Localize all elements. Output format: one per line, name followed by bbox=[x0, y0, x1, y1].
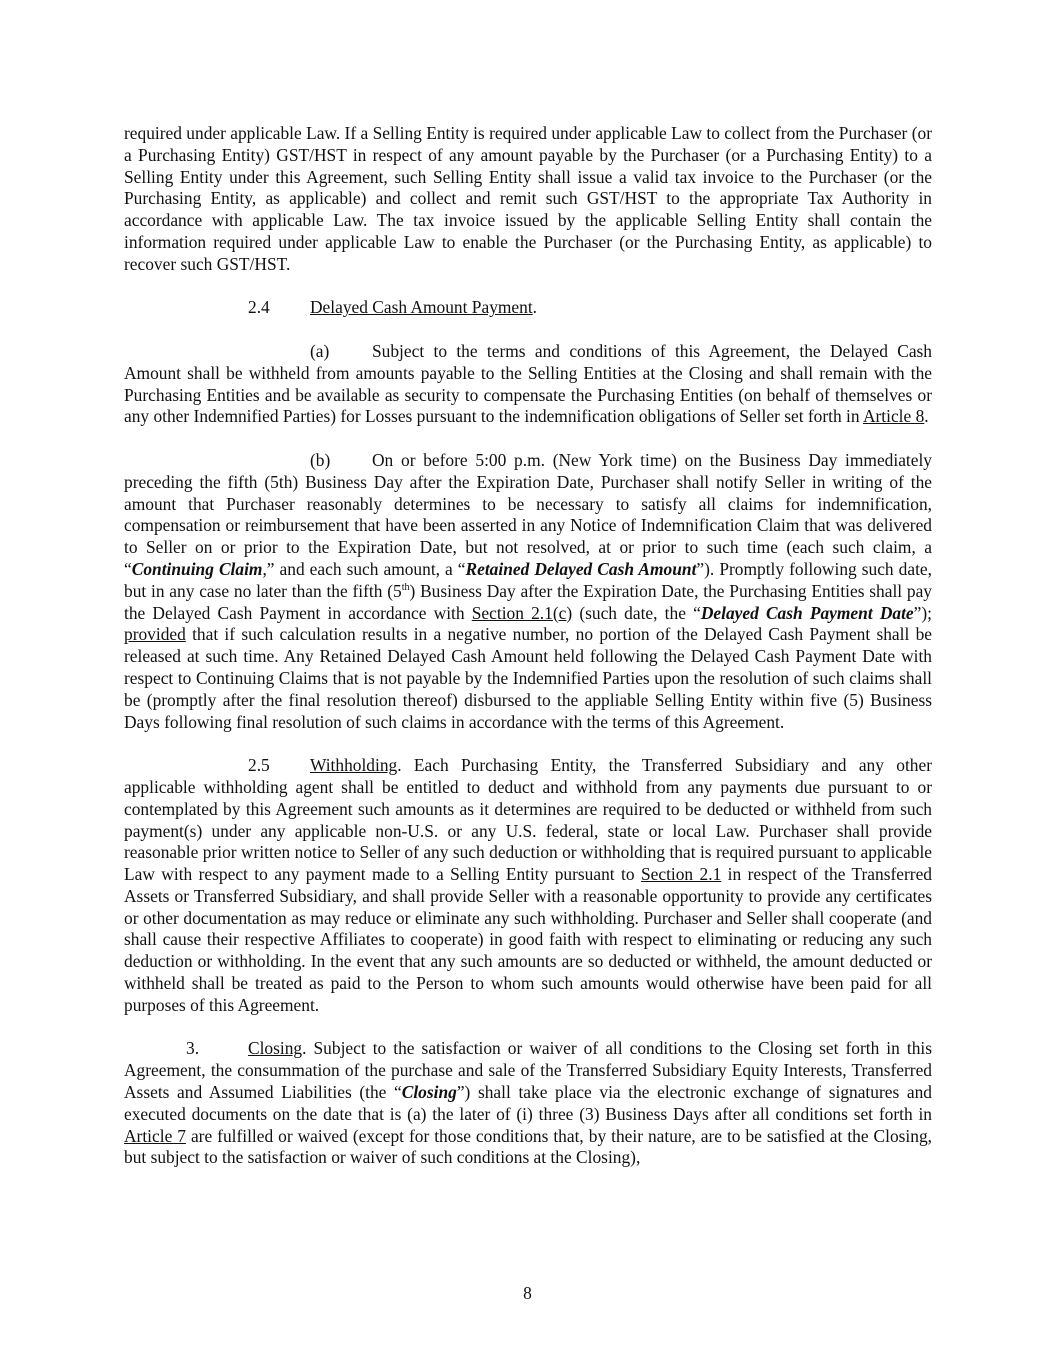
section-number: 2.5 bbox=[248, 755, 270, 776]
defined-term-retained-delayed-cash-amount: Retained Delayed Cash Amount bbox=[465, 558, 697, 579]
section-2-4-b bbox=[124, 450, 932, 733]
section-number: 2.4 bbox=[248, 297, 270, 318]
article-title: Closing bbox=[248, 1038, 303, 1059]
paragraph-text: required under applicable Law. If a Selling Entity is required under applicable Law to collect from the Purchaser (or a Purchasing Entity) GST/HST in respect of any amount payable by the Purchaser (or a Purchasing Entity) to a Selling Entity under this Agreement, such Selling Entity shall issue a valid tax invoice to the Purchaser (or the Purchasing Entity, as applicable) and collect and remit such GST/HST to the appropriate Tax Authority in accordance with applicable Law. The tax invoice issued by the applicable Selling Entity shall contain the information required under applicable Law to enable the Purchaser (or the Purchasing Entity, as applicable) to recover such GST/HST. bbox=[124, 123, 932, 274]
subsection-text-end: . bbox=[924, 406, 929, 427]
subsection-text: On or before 5:00 p.m. (New York time) on the Business Day immediately preceding the fifth (5th) Business Day after the Expiration Date, Purchaser shall notify Seller in writing of the amount that Purchaser reasonably determines to be necessary to satisfy all claims for indemnification, compensation or reimbursement that have been asserted in any Notice of Indemnification Claim that was delivered to Seller on or prior to the Expiration Date, but not resolved, at or prior to such time (each such claim, a “ bbox=[124, 449, 932, 579]
page-number: 8 bbox=[523, 1283, 532, 1303]
section-2-5 bbox=[124, 755, 932, 1017]
section-text: in respect of the Transferred Assets or Transferred Subsidiary, and shall provide Seller with a reasonable opportunity to provide any certificates or other documentation as may reduce or eliminate any such withholding. Purchaser and Seller shall cooperate (and shall cause their respective Affiliates to cooperate) in good faith with respect to eliminating or reducing any such deduction or withholding. In the event that any such amounts are so deducted or withheld, the amount deducted or withheld shall be treated as paid to the Person to whom such amounts would otherwise have been paid for all purposes of this Agreement. bbox=[124, 864, 932, 1015]
section-title: Delayed Cash Amount Payment bbox=[310, 297, 533, 318]
article-7-link[interactable]: Article 7 bbox=[124, 1125, 186, 1146]
subsection-text: (such date, the “ bbox=[572, 602, 701, 623]
section-title: Withholding bbox=[310, 755, 398, 776]
ordinal-superscript: th bbox=[401, 581, 410, 593]
article-number: 3. bbox=[186, 1038, 200, 1059]
subsection-text: that if such calculation results in a negative number, no portion of the Delayed Cash Payment shall be released at such time. Any Retained Delayed Cash Amount held following the Delayed Cash Payment Date with respect to Continuing Claims that is not payable by the Indemnified Parties upon the resolution of such claims shall be (promptly after the final resolution thereof) disbursed to the appliable Selling Entity within five (5) Business Days following final resolution of such claims in accordance with the terms of this Agreement. bbox=[124, 624, 932, 732]
subsection-label: (b) bbox=[310, 449, 331, 470]
defined-term-closing: Closing bbox=[401, 1082, 457, 1103]
section-text: . Each Purchasing Entity, the Transferred Subsidiary and any other applicable withholding agent shall be entitled to deduct and withhold from any payments due pursuant to or contemplated by this Agreement such amounts as it determines are required to be deducted or withheld from such payment(s) under any applicable non-U.S. or any U.S. federal, state or local Law. Purchaser shall provide reasonable prior written notice to Seller of any such deduction or withholding that is required pursuant to applicable Law with respect to any payment made to a Selling Entity pursuant to bbox=[124, 755, 932, 885]
section-2-4-a bbox=[124, 341, 932, 428]
section-2-1-c-link[interactable]: Section 2.1(c) bbox=[471, 602, 573, 623]
section-title-end: . bbox=[532, 297, 538, 318]
document-page bbox=[124, 123, 932, 1191]
defined-term-delayed-cash-payment-date: Delayed Cash Payment Date bbox=[700, 602, 914, 623]
article-8-link[interactable]: Article 8 bbox=[862, 406, 925, 427]
subsection-text: ”). Promptly following such date, but in any case no later than the fifth (5 bbox=[124, 558, 932, 601]
subsection-text: ,” and each such amount, a “ bbox=[262, 558, 466, 579]
paragraph-gst-hst bbox=[124, 123, 932, 276]
article-text: are fulfilled or waived (except for those conditions that, by their nature, are to be satisfied at the Closing, but subject to the satisfaction or waiver of such conditions at the Closing), bbox=[124, 1125, 933, 1168]
proviso-term: provided bbox=[124, 624, 186, 645]
article-3-closing bbox=[124, 1038, 932, 1169]
section-2-1-link[interactable]: Section 2.1 bbox=[640, 864, 722, 885]
subsection-text: ) Business Day after the Expiration Date, the Purchasing Entities shall pay the Delayed Cash Payment in accordance with bbox=[124, 580, 932, 623]
defined-term-continuing-claim: Continuing Claim bbox=[131, 558, 263, 579]
article-text: . Subject to the satisfaction or waiver of all conditions to the Closing set forth in this Agreement, the consummation of the purchase and sale of the Transferred Subsidiary Equity Interests, Transferred Assets and Assumed Liabilities (the “ bbox=[124, 1038, 932, 1103]
subsection-text: ”); bbox=[913, 602, 932, 623]
section-2-4-heading bbox=[124, 297, 932, 319]
article-text: ”) shall take place via the electronic exchange of signatures and executed documents on the date that is (a) the later of (i) three (3) Business Days after all conditions set forth in bbox=[124, 1082, 932, 1124]
subsection-text: Subject to the terms and conditions of this Agreement, the Delayed Cash Amount shall be withheld from amounts payable to the Selling Entities at the Closing and shall remain with the Purchasing Entities and be available as security to compensate the Purchasing Entities (on behalf of themselves or any other Indemnified Parties) for Losses pursuant to the indemnification obligations of Seller set forth in bbox=[124, 340, 932, 427]
subsection-label: (a) bbox=[310, 340, 330, 361]
